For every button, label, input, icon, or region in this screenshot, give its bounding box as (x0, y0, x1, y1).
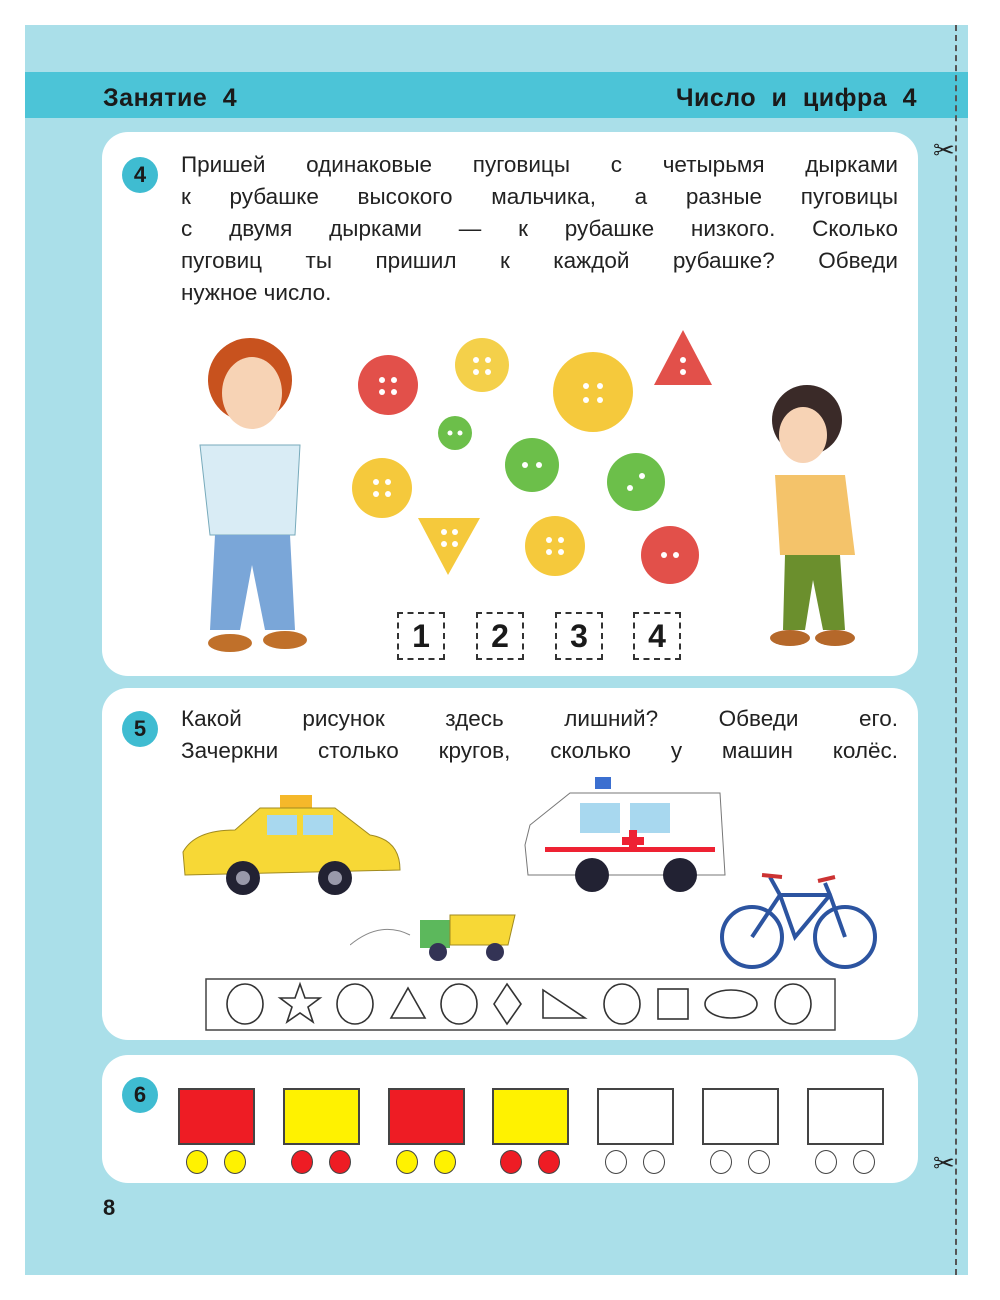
text-line: Пришей одинаковые пуговицы с четырьмя дырками (181, 152, 898, 177)
buttons-illustration (340, 320, 730, 600)
train-wheel[interactable] (853, 1150, 875, 1174)
train-car (492, 1088, 569, 1145)
answer-option-1[interactable]: 1 (397, 612, 445, 660)
train-wheel[interactable] (815, 1150, 837, 1174)
button-icon (438, 416, 472, 450)
ambulance-illustration[interactable] (520, 775, 730, 900)
train-wheel (291, 1150, 313, 1174)
button-icon (553, 352, 633, 432)
answer-option-3[interactable]: 3 (555, 612, 603, 660)
bicycle-illustration[interactable] (720, 865, 880, 975)
train-car (388, 1088, 465, 1145)
text-line: пуговиц ты пришил к каждой рубашке? Обведи (181, 248, 898, 273)
train-car (283, 1088, 360, 1145)
text-line: Зачеркни столько кругов, сколько у машин колёс. (181, 738, 898, 763)
train-wheel (186, 1150, 208, 1174)
train-wheel (434, 1150, 456, 1174)
train-wheel (396, 1150, 418, 1174)
train-car[interactable] (807, 1088, 884, 1145)
train-wheel[interactable] (748, 1150, 770, 1174)
train-car (178, 1088, 255, 1145)
shapes-row (205, 978, 836, 1031)
answer-option-4[interactable]: 4 (633, 612, 681, 660)
scissors-icon: ✂ (933, 1148, 955, 1178)
train-car[interactable] (597, 1088, 674, 1145)
toy-truck-illustration[interactable] (350, 900, 520, 965)
topic-title: Число и цифра 4 (675, 84, 917, 112)
answer-option-2[interactable]: 2 (476, 612, 524, 660)
train-wheel (224, 1150, 246, 1174)
task-number-badge: 6 (122, 1077, 158, 1113)
lesson-title: Занятие 4 (103, 84, 238, 112)
button-icon (352, 458, 412, 518)
tall-boy-illustration (170, 325, 330, 665)
text-line: с двумя дырками — к рубашке низкого. Сколько (181, 216, 898, 241)
train-wheel (329, 1150, 351, 1174)
button-icon (641, 526, 699, 584)
button-icon (505, 438, 559, 492)
text-line: нужное число. (181, 280, 332, 305)
text-line: Какой рисунок здесь лишний? Обведи его. (181, 706, 898, 731)
button-icon (654, 330, 712, 385)
task-number-badge: 4 (122, 157, 158, 193)
button-icon (455, 338, 509, 392)
button-icon (525, 516, 585, 576)
task-number-badge: 5 (122, 711, 158, 747)
button-icon (418, 518, 480, 575)
scissors-icon: ✂ (933, 135, 955, 165)
cut-line (955, 25, 957, 1275)
button-icon (607, 453, 665, 511)
train-wheel[interactable] (710, 1150, 732, 1174)
text-line: к рубашке высокого мальчика, а разные пуговицы (181, 184, 898, 209)
train-car[interactable] (702, 1088, 779, 1145)
page-number: 8 (103, 1195, 116, 1220)
taxi-illustration[interactable] (175, 790, 410, 900)
button-icon (358, 355, 418, 415)
short-boy-illustration (745, 380, 875, 660)
